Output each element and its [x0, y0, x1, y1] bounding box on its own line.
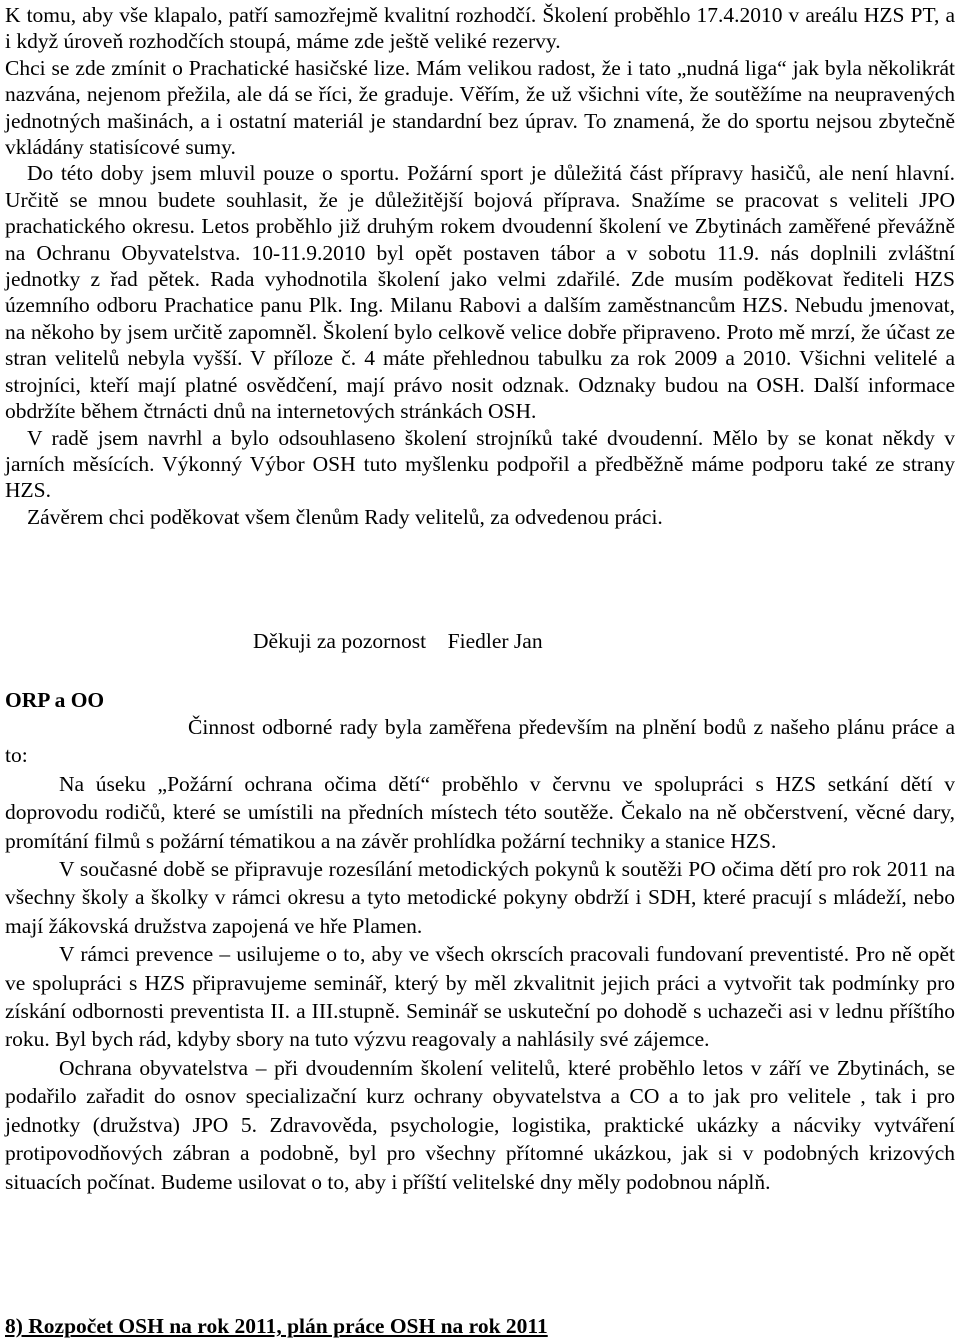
paragraph-league: Chci se zde zmínit o Prachatické hasičské lize. Mám velikou radost, že i tato „nudná liga“ jak byla několikrát nazvána, nejenom přežila, ale dá se říci, že graduje. Věřím, že už všichni víte, že soutěžíme na neupravených jednotných mašinách, a i ostatní materiál je standardní bez úprav. To znamená, že do sportu nejsou zbytečně vkládány statisícové sumy.	[5, 55, 955, 160]
paragraph-methodical-guidelines: V současné době se připravuje rozesílání metodických pokynů k soutěži PO očima dětí pro rok 2011 na všechny školy a školky v rámci okresu a tyto metodické pokyny obdrží i SDH, které pracují s mládeží, nebo mají žákovská družstva zapojená ve hře Plamen.	[5, 857, 955, 938]
orp-section	[5, 713, 955, 1196]
paragraph-referees: K tomu, aby vše klapalo, patří samozřejmě kvalitní rozhodčí. Školení proběhlo 17.4.2010 v areálu HZS PT, a i když úroveň rozhodčích stoupá, máme zde ještě veliké rezervy.	[5, 3, 955, 54]
section-heading-budget: 8) Rozpočet OSH na rok 2011, plán práce OSH na rok 2011	[5, 1314, 548, 1338]
signature-thanks: Děkuji za pozornost	[253, 629, 427, 653]
signature-line	[253, 628, 543, 654]
paragraph-machinists: V radě jsem navrhl a bylo odsouhlaseno školení strojníků také dvoudenní. Mělo by se konat někdy v jarních měsících. Výkonný Výbor OSH tuto myšlenku podpořil a předběžně máme podporu také ze strany HZS.	[5, 425, 955, 503]
paragraph-children-fire: Na úseku „Požární ochrana očima dětí“ proběhlo v červnu ve spolupráci s HZS setkání dětí v doprovodu rodičů, které se umístili na předních místech této soutěže. Čekalo na ně občerstvení, věcné dary, promítání filmů s požární tématikou a na závěr prohlídka požární techniky a stanice HZS.	[5, 771, 955, 853]
paragraph-orp-intro: Činnost odborné rady byla zaměřena především na plnění bodů z našeho plánu práce a to:	[5, 715, 955, 768]
section-heading-orp: ORP a OO	[5, 688, 105, 712]
paragraph-training: Do této doby jsem mluvil pouze o sportu. Požární sport je důležitá část přípravy hasičů, ale není hlavní. Určitě se mnou budete souhlasit, že je důležitější bojová příprava. Snažíme se pracovat s veliteli JPO prachatického okresu. Letos proběhlo již druhým rokem dvoudenní školení ve Zbytinách zaměřené převážně na Ochranu Obyvatelstva. 10-11.9.2010 byl opět postaven tábor a v sobotu 11.9. nás doplnili zvláštní jednotky z řad pětek. Rada vyhodnotila školení jako velmi zdařilé. Zde musím poděkovat řediteli HZS územního odboru Prachatice panu Plk. Ing. Milanu Rabovi a dalším zaměstnancům HZS. Nebudu jmenovat, na někoho by jsem určitě zapomněl. Školení bylo celkově velice dobře připraveno. Proto mě mrzí, že účast ze stran velitelů nebyla vyšší. V příloze č. 4 máte přehlednou tabulku za rok 2009 a 2010. Všichni velitelé a strojníci, kteří mají platné osvědčení, mají právo nosit odznak. Odznaky budou na OSH. Další informace obdržíte během čtrnácti dnů na internetových stránkách OSH.	[5, 161, 955, 424]
signature-name: Fiedler Jan	[447, 629, 543, 653]
paragraph-closing: Závěrem chci poděkovat všem členům Rady velitelů, za odvedenou práci.	[27, 504, 663, 529]
paragraph-prevention: V rámci prevence – usilujeme o to, aby ve všech okrscích pracovali fundovaní preventisté. Pro ně opět ve spolupráci s HZS připravujeme seminář, který by měl zkvalitnit jejich práci a vytvořit tak podmínky pro získání odbornosti preventista II. a III.stupně. Seminář se uskuteční po dohodě s uchazeči asi v lednu příštího roku. Byl bych rád, kdyby sbory na tuto výzvu reagovaly a nahlásily své zájemce.	[5, 942, 955, 1052]
paragraph-civil-protection: Ochrana obyvatelstva – při dvoudenním školení velitelů, které proběhlo letos v září ve Zbytinách, se podařilo zařadit do osnov specializační kurz ochrany obyvatelstva a CO a to jak pro velitele , tak i pro jednotky (družstva) JPO 5. Zdravověda, psychologie, logistika, praktické ukázky a nácviky vytváření protipovodňových zábran a podobně, byl pro všechny přítomné ukázkou, jak si v podobných krizových situacích počínat. Budeme usilovat o to, aby i příští velitelské dny měly podobnou náplň.	[5, 1055, 955, 1194]
intro-section	[5, 2, 955, 530]
